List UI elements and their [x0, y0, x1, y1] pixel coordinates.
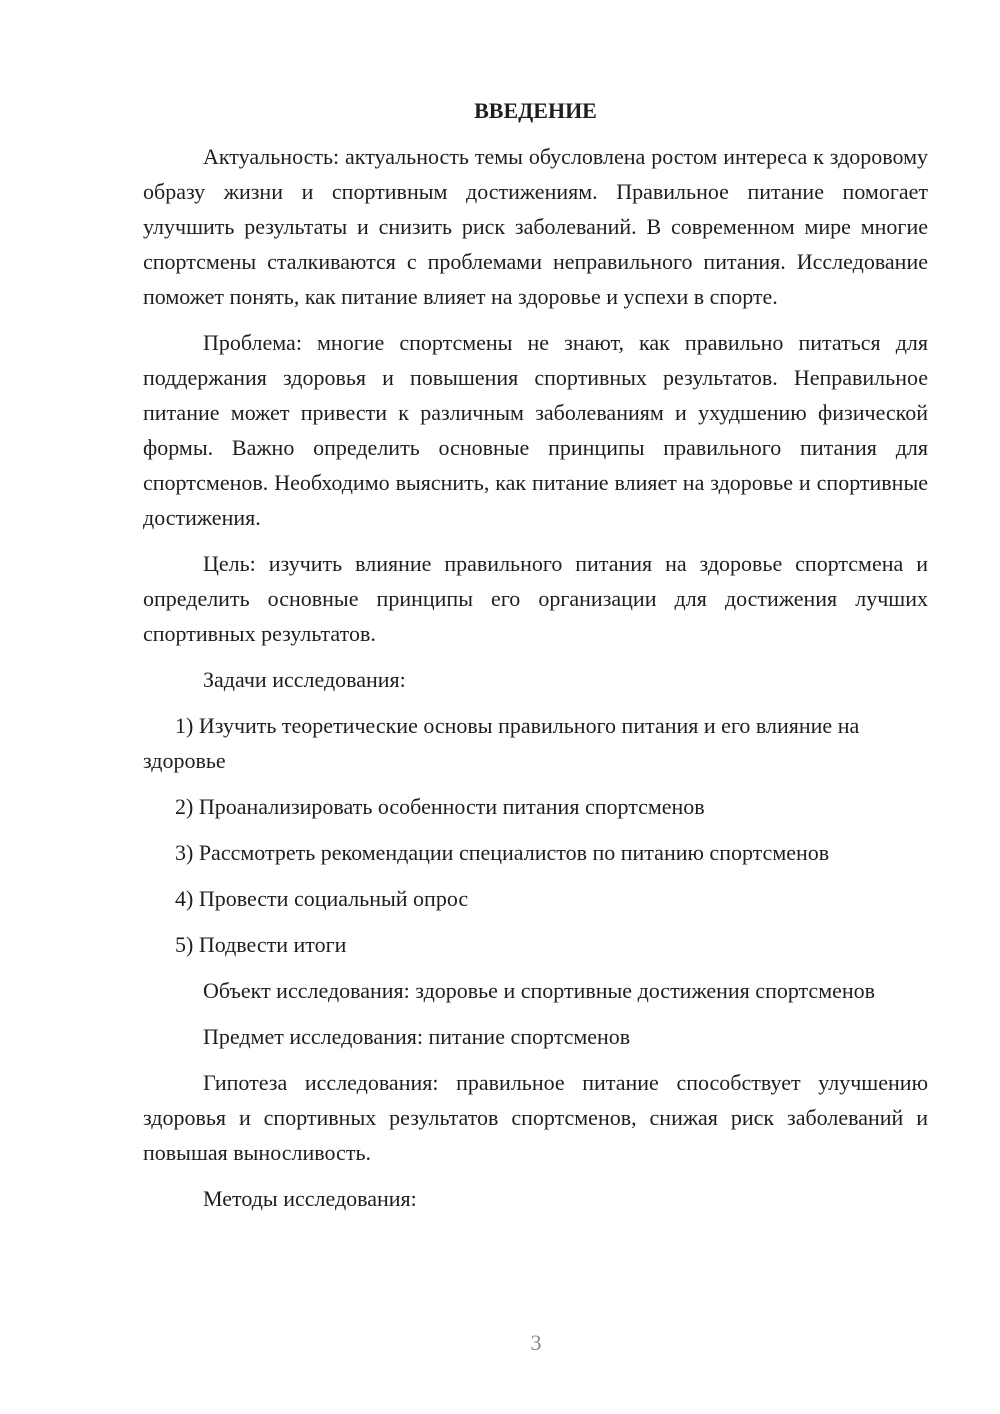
relevance-paragraph: Актуальность: актуальность темы обусловлена ростом интереса к здоровому образу жизни и спортивным достижениям. Правильное питание помогает улучшить результаты и снизить риск заболеваний. В современном мире многие спортсмены сталкиваются с проблемами неправильного питания. Исследование поможет понять, как питание влияет на здоровье и успехи в спорте. — [143, 144, 928, 309]
task-item-1: 1) Изучить теоретические основы правильного питания и его влияние на здоровье — [143, 713, 860, 773]
tasks-heading: Задачи исследования: — [203, 667, 406, 692]
goal-paragraph: Цель: изучить влияние правильного питания на здоровье спортсмена и определить основные принципы его организации для достижения лучших спортивных результатов. — [143, 551, 928, 646]
task-item-4: 4) Провести социальный опрос — [175, 886, 469, 911]
task-item-2: 2) Проанализировать особенности питания спортсменов — [175, 794, 705, 819]
object-paragraph: Объект исследования: здоровье и спортивные достижения спортсменов — [203, 978, 876, 1003]
section-heading: ВВЕДЕНИЕ — [474, 98, 597, 123]
task-item-5: 5) Подвести итоги — [175, 932, 347, 957]
task-item-3: 3) Рассмотреть рекомендации специалистов по питанию спортсменов — [175, 840, 830, 865]
methods-heading: Методы исследования: — [203, 1186, 417, 1211]
page-number: 3 — [530, 1330, 542, 1355]
problem-paragraph: Проблема: многие спортсмены не знают, как правильно питаться для поддержания здоровья и повышения спортивных результатов. Неправильное питание может привести к различным заболеваниям и ухудшению физической формы. Важно определить основные принципы правильного питания для спортсменов. Необходимо выяснить, как питание влияет на здоровье и спортивные достижения. — [143, 330, 928, 530]
hypothesis-paragraph: Гипотеза исследования: правильное питание способствует улучшению здоровья и спортивных результатов спортсменов, снижая риск заболеваний и повышая выносливость. — [143, 1070, 928, 1165]
subject-paragraph: Предмет исследования: питание спортсменов — [203, 1024, 631, 1049]
page-body — [143, 96, 928, 1227]
